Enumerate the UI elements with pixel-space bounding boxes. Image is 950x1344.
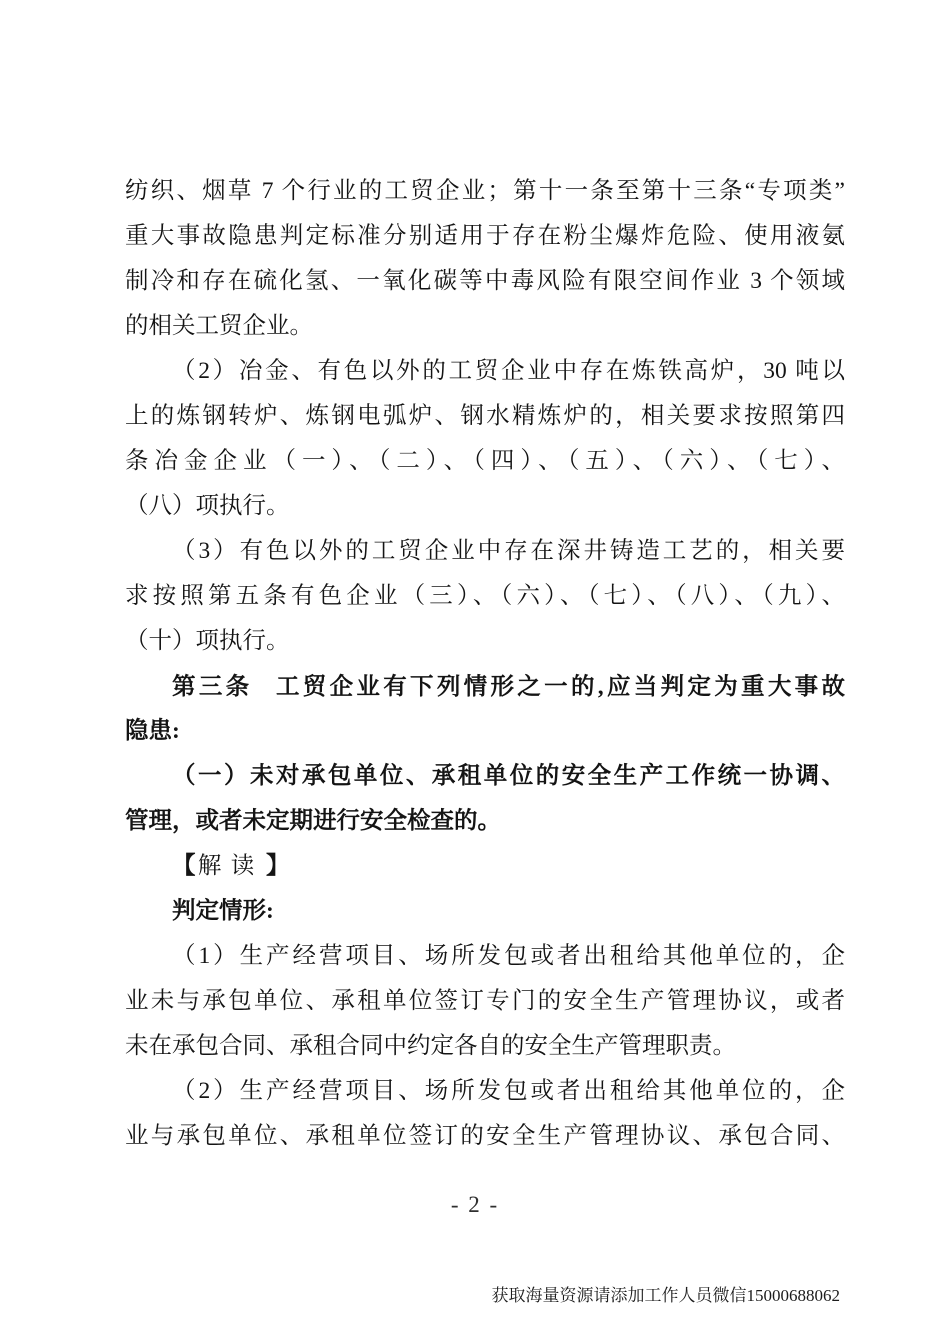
situation-2: [125, 1069, 845, 1159]
text-line: 业未与承包单位、承租单位签订专门的安全生产管理协议，或者: [125, 988, 845, 1014]
paragraph-item-2: [125, 349, 845, 529]
bracket-close: 】: [266, 853, 290, 879]
article-heading-text: 工贸企业有下列情形之一的,应当判定为重大事故: [275, 674, 845, 700]
text-line: （2）冶金、有色以外的工贸企业中存在炼铁高炉，30 吨以: [172, 358, 845, 384]
text-line: [125, 844, 845, 889]
clause-1-bold: [125, 754, 845, 844]
interpretation-label-text: 解读: [197, 853, 264, 879]
text-line: 条冶金企业（一）、（二）、（四）、（五）、（六）、（七）、: [125, 448, 845, 474]
interpretation-label: [125, 844, 845, 889]
text-line: 未在承包合同、承租合同中约定各自的安全生产管理职责。: [125, 1033, 736, 1059]
text-line: 求按照第五条有色企业（三）、（六）、（七）、（八）、（九）、: [125, 583, 845, 609]
text-line: （八）项执行。: [125, 493, 290, 519]
document-body: [125, 169, 845, 1159]
text-line: （1）生产经营项目、场所发包或者出租给其他单位的，企: [172, 943, 845, 969]
text-line: 重大事故隐患判定标准分别适用于存在粉尘爆炸危险、使用液氨: [125, 223, 845, 249]
text-line: 业与承包单位、承租单位签订的安全生产管理协议、承包合同、: [125, 1123, 845, 1149]
paragraph-intro-continuation: [125, 169, 845, 349]
text-line: 制冷和存在硫化氢、一氧化碳等中毒风险有限空间作业 3 个领域: [125, 268, 845, 294]
text-line: （2）生产经营项目、场所发包或者出租给其他单位的，企: [172, 1078, 845, 1104]
text-line: 的相关工贸企业。: [125, 313, 313, 339]
text-line: 判定情形:: [172, 898, 274, 924]
text-line: （3）有色以外的工贸企业中存在深井铸造工艺的，相关要: [172, 538, 845, 564]
text-line: （十）项执行。: [125, 628, 290, 654]
text-line: 管理，或者未定期进行安全检查的。: [125, 808, 501, 834]
text-line: （一）未对承包单位、承租单位的安全生产工作统一协调、: [172, 763, 845, 789]
judgment-situations-heading: [125, 889, 845, 934]
text-line: [125, 664, 845, 709]
article-3-heading: [125, 664, 845, 754]
text-line: 纺织、烟草 7 个行业的工贸企业；第十一条至第十三条“专项类”: [125, 178, 845, 204]
text-line: 上的炼钢转炉、炼钢电弧炉、钢水精炼炉的，相关要求按照第四: [125, 403, 845, 429]
watermark-text: 获取海量资源请添加工作人员微信15000688062: [491, 1286, 840, 1305]
paragraph-item-3: [125, 529, 845, 664]
situation-1: [125, 934, 845, 1069]
page-number: - 2 -: [450, 1192, 500, 1217]
text-line: 隐患:: [125, 718, 180, 744]
article-number: 第三条: [172, 672, 253, 700]
bracket-open: 【: [172, 853, 196, 879]
